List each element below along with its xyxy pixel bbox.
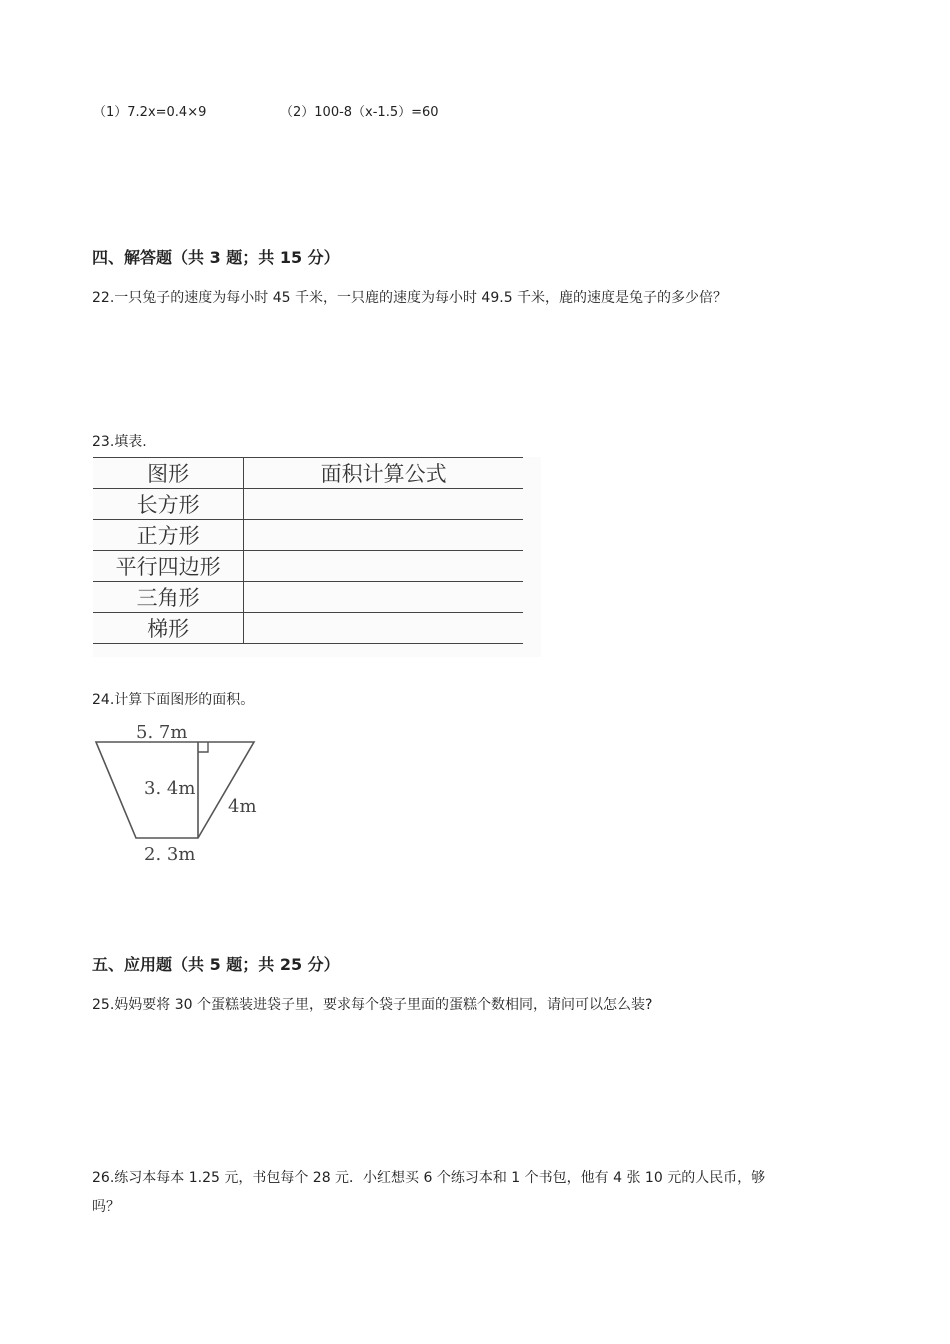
table-row xyxy=(93,582,523,613)
equation-1: （1）7.2x=0.4×9 xyxy=(93,105,207,120)
trapezoid-figure xyxy=(88,718,268,868)
table-cell-blank xyxy=(244,582,523,613)
right-angle-mark xyxy=(198,742,208,752)
table-header-shape: 图形 xyxy=(93,458,244,489)
section-4-heading: 四、解答题（共 3 题；共 15 分） xyxy=(92,248,340,267)
section-5-heading: 五、应用题（共 5 题；共 25 分） xyxy=(92,955,340,974)
height-label: 3. 4m xyxy=(144,778,196,799)
table-cell-shape: 正方形 xyxy=(93,520,244,551)
equation-2: （2）100-8（x-1.5）=60 xyxy=(280,105,439,120)
question-23: 23.填表. xyxy=(92,434,147,450)
question-26-line-1: 26.练习本每本 1.25 元，书包每个 28 元．小红想买 6 个练习本和 1 个书包，他有 4 张 10 元的人民币，够 xyxy=(92,1170,766,1186)
table-cell-blank xyxy=(244,489,523,520)
fill-table xyxy=(93,457,523,644)
question-24: 24.计算下面图形的面积。 xyxy=(92,692,255,708)
table-cell-shape: 长方形 xyxy=(93,489,244,520)
table-cell-shape: 三角形 xyxy=(93,582,244,613)
table-row xyxy=(93,613,523,644)
top-length-label: 5. 7m xyxy=(136,722,188,743)
fill-table-image xyxy=(93,457,541,657)
table-row xyxy=(93,520,523,551)
bottom-length-label: 2. 3m xyxy=(144,844,196,865)
table-header-row xyxy=(93,458,523,489)
question-26-line-2: 吗？ xyxy=(92,1199,120,1215)
table-cell-blank xyxy=(244,613,523,644)
question-22: 22.一只兔子的速度为每小时 45 千米，一只鹿的速度为每小时 49.5 千米，鹿的速度是兔子的多少倍？ xyxy=(92,290,728,306)
table-cell-shape: 梯形 xyxy=(93,613,244,644)
table-cell-blank xyxy=(244,551,523,582)
table-row xyxy=(93,551,523,582)
question-25: 25.妈妈要将 30 个蛋糕装进袋子里，要求每个袋子里面的蛋糕个数相同，请问可以怎么装? xyxy=(92,997,653,1013)
table-header-formula: 面积计算公式 xyxy=(244,458,523,489)
table-row xyxy=(93,489,523,520)
table-cell-blank xyxy=(244,520,523,551)
table-cell-shape: 平行四边形 xyxy=(93,551,244,582)
side-length-label: 4m xyxy=(228,796,257,817)
